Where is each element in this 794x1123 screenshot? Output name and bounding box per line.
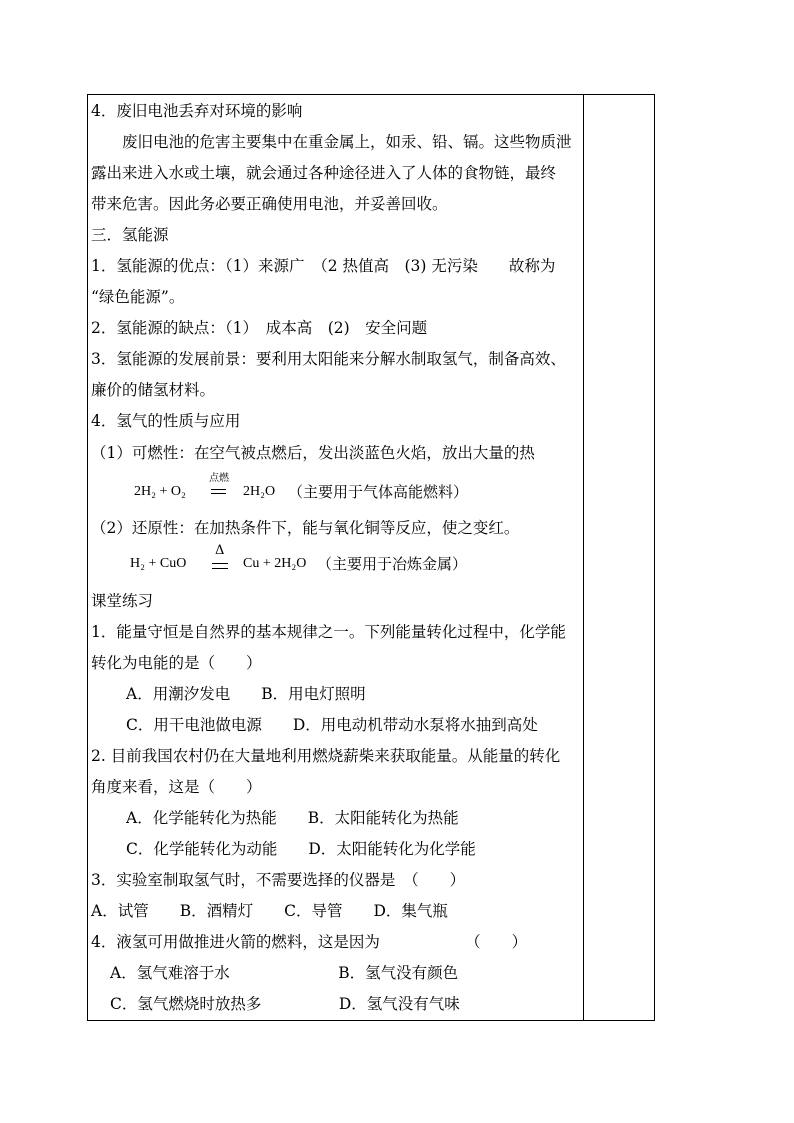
- heading-battery-impact: 4．废旧电池丢弃对环境的影响: [91, 102, 303, 120]
- equation2-note: （主要用于冶炼金属）: [317, 555, 468, 573]
- hydrogen-prospects-cont: 廉价的储氢材料。: [91, 381, 216, 399]
- question-4: 4．液氢可用做推进火箭的燃料，这是因为 （ ）: [91, 933, 528, 951]
- equation1-equals-bottom: [211, 493, 226, 494]
- equation2-left: H₂ + CuO: [130, 556, 187, 571]
- question-1-cont: 转化为电能的是（ ）: [91, 654, 262, 672]
- question-2-options-ab: A．化学能转化为热能 B．太阳能转化为热能: [126, 809, 459, 827]
- question-3: 3．实验室制取氢气时，不需要选择的仪器是 （ ）: [91, 871, 466, 889]
- reducibility-line: （2）还原性：在加热条件下，能与氧化铜等反应，使之变红。: [91, 519, 520, 537]
- question-2-cont: 角度来看，这是（ ）: [91, 778, 262, 796]
- equation1-left: 2H₂ + O₂: [134, 484, 186, 499]
- column-divider: [583, 95, 584, 1020]
- question-1: 1．能量守恒是自然界的基本规律之一。下列能量转化过程中，化学能: [91, 623, 566, 641]
- question-2: 2. 目前我国农村仍在大量地利用燃烧薪柴来获取能量。从能量的转化: [91, 747, 561, 765]
- paragraph-line: 废旧电池的危害主要集中在重金属上，如汞、铅、镉。这些物质泄: [122, 133, 572, 151]
- exercise-heading: 课堂练习: [91, 592, 154, 610]
- equation1-equals-top: [211, 489, 226, 490]
- paragraph-line: 露出来进入水或土壤，就会通过各种途径进入了人体的食物链，最终: [91, 164, 557, 182]
- document-table: [87, 94, 655, 1021]
- equation2-right: Cu + 2H₂O: [243, 556, 307, 571]
- section-heading-hydrogen: 三．氢能源: [91, 226, 169, 244]
- hydrogen-prospects: 3．氢能源的发展前景：要利用太阳能来分解水制取氢气，制备高效、: [91, 350, 566, 368]
- question-2-options-cd: C．化学能转化为动能 D．太阳能转化为化学能: [126, 840, 476, 858]
- paragraph-line: 带来危害。因此务必要正确使用电池，并妥善回收。: [91, 195, 448, 213]
- equation2-equals-top: [212, 563, 228, 564]
- combustibility-line: （1）可燃性：在空气被点燃后，发出淡蓝色火焰，放出大量的热: [91, 444, 535, 462]
- question-4-options-cd: C．氢气燃烧时放热多 D．氢气没有气味: [110, 995, 460, 1013]
- question-3-options: A．试管 B．酒精灯 C．导管 D．集气瓶: [91, 902, 448, 920]
- equation2-equals-bottom: [212, 568, 228, 569]
- question-1-options-cd: C．用干电池做电源 D．用电动机带动水泵将水抽到高处: [126, 716, 538, 734]
- equation1-right: 2H₂O: [243, 484, 276, 499]
- equation1-condition: 点燃: [209, 473, 229, 484]
- equation2-condition: Δ: [215, 543, 225, 558]
- equation1-note: （主要用于气体高能燃料）: [288, 483, 469, 501]
- hydrogen-advantages-cont: “绿色能源”。: [91, 288, 185, 306]
- question-4-options-ab: A．氢气难溶于水 B．氢气没有颜色: [110, 964, 459, 982]
- hydrogen-properties-heading: 4．氢气的性质与应用: [91, 412, 241, 430]
- question-1-options-ab: A．用潮汐发电 B．用电灯照明: [126, 685, 366, 703]
- hydrogen-advantages: 1．氢能源的优点：（1）来源广 （2 热值高 (3) 无污染 故称为: [91, 257, 556, 275]
- hydrogen-disadvantages: 2．氢能源的缺点：（1） 成本高 (2) 安全问题: [91, 319, 428, 337]
